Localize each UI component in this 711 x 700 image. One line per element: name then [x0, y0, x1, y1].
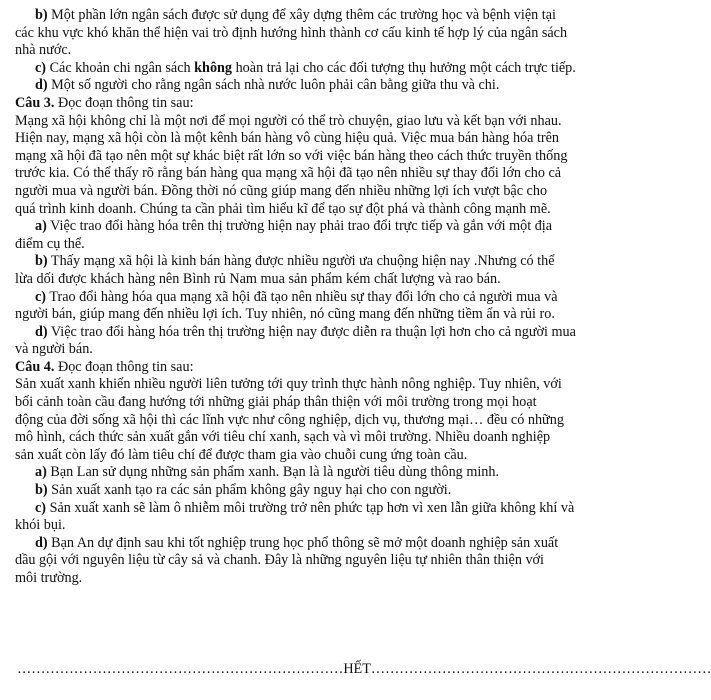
line-text: mạng xã hội đã tạo nên một sự khác biệt rất lớn so với việc bán hàng theo cách thức truyền thống: [15, 147, 568, 164]
text-line: [15, 394, 683, 412]
text-line: [15, 113, 683, 131]
option-text: Một phần lớn ngân sách được sử dụng để xây dựng thêm các trường học và bệnh viện tại: [47, 7, 556, 23]
option-label: a): [35, 218, 47, 235]
line-text: sản xuất còn lấy đó làm tiêu chí để được tham gia vào chuỗi cung ứng toàn cầu.: [15, 446, 468, 463]
line-text: động của đời sống xã hội thì các lĩnh vực như công nghiệp, dịch vụ, thương mại… đều có những: [15, 411, 564, 428]
line-text: quá trình kinh doanh. Chúng ta cần phải tìm hiểu kĩ để tạo sự đột phá và thành công mạnh mẽ.: [15, 200, 551, 217]
text-line: [15, 236, 683, 254]
footer-dots-left: ……………………………………………………………: [17, 661, 344, 677]
text-line: [15, 42, 683, 60]
text-line: [15, 306, 683, 324]
option-label: c): [35, 499, 47, 516]
question-instruction: Đọc đoạn thông tin sau:: [54, 94, 194, 111]
text-line: [15, 201, 683, 219]
line-text: điểm cụ thể.: [15, 235, 85, 252]
text-line: [15, 412, 683, 430]
footer-dots-right: ………………………………………………………………: [370, 661, 711, 677]
text-line: [15, 447, 683, 465]
line-text: người bán, giúp mang đến nhiều lợi ích. Tuy nhiên, nó cũng mang đến những tiềm ẩn và rủi ro.: [15, 306, 555, 323]
option-line: [15, 218, 683, 236]
option-text: Một số người cho rằng ngân sách nhà nước luôn phải cân bằng giữa thu và chi.: [47, 77, 500, 94]
line-text: Mạng xã hội không chỉ là một nơi để mọi người có thể trò chuyện, giao lưu và kết bạn với nhau.: [15, 112, 562, 129]
line-text: môi trường.: [15, 570, 83, 586]
option-line: [15, 60, 683, 78]
text-line: [15, 570, 683, 588]
question-number: Câu 3.: [15, 94, 55, 111]
option-line: [15, 464, 683, 482]
option-text: Trao đổi hàng hóa qua mạng xã hội đã tạo nên nhiều sự thay đổi lớn cho cả người mua và: [46, 288, 558, 305]
option-line: [15, 324, 683, 342]
line-text: nhà nước.: [15, 42, 72, 59]
option-text: Sản xuất xanh sẽ làm ô nhiễm môi trường trở nên phức tạp hơn vì xen lẫn giữa không khí và: [46, 499, 575, 516]
option-text: Thấy mạng xã hội là kinh bán hàng được nhiều người ưa chuộng hiện nay .Nhưng có thể: [47, 253, 555, 270]
end-marker: [17, 661, 711, 679]
option-label: b): [35, 7, 48, 23]
option-line: [15, 482, 683, 500]
option-line: [15, 77, 683, 95]
text-line: [15, 148, 683, 166]
document-lines: [15, 7, 683, 588]
option-line: [15, 253, 683, 271]
question-heading: [15, 95, 683, 113]
option-label: b): [35, 253, 48, 270]
line-text: các khu vực khó khăn thể hiện vai trò định hướng hình thành cơ cấu kinh tế hợp lý của ngân sách: [15, 24, 568, 41]
option-text: Việc trao đổi hàng hóa trên thị trường hiện nay phải trao đổi trực tiếp và gắn với một địa: [46, 218, 553, 235]
question-number: Câu 4.: [15, 358, 55, 375]
option-label: d): [35, 323, 48, 340]
emphasis-word: không: [194, 59, 233, 76]
option-label: d): [35, 534, 48, 551]
option-label: c): [35, 288, 47, 305]
text-line: [15, 341, 683, 359]
option-line: [15, 289, 683, 307]
option-text: Bạn An dự định sau khi tốt nghiệp trung học phổ thông sẽ mở một doanh nghiệp sản xuất: [47, 534, 559, 551]
line-text: mô hình, cách thức sản xuất gắn với tiêu chí xanh, sạch và vì môi trường. Nhiều doanh nghiệp: [15, 429, 551, 446]
option-label: b): [35, 482, 48, 499]
option-text: hoàn trả lại cho các đối tượng thụ hưởng một cách trực tiếp.: [232, 59, 576, 76]
option-text: Bạn Lan sử dụng những sản phẩm xanh. Bạn là là người tiêu dùng thông minh.: [46, 464, 500, 481]
text-line: [15, 183, 683, 201]
line-text: khói bụi.: [15, 517, 66, 534]
text-line: [15, 25, 683, 43]
text-line: [15, 517, 683, 535]
option-label: a): [35, 464, 47, 481]
line-text: Hiện nay, mạng xã hội còn là một kênh bán hàng vô cùng hiệu quả. Việc mua bán hàng hóa trên: [15, 130, 560, 147]
option-line: [15, 500, 683, 518]
document-body: [15, 7, 683, 588]
text-line: [15, 165, 683, 183]
text-line: [15, 429, 683, 447]
text-line: [15, 552, 683, 570]
option-text: Việc trao đổi hàng hóa trên thị trường hiện nay được diễn ra thuận lợi hơn cho cả người mua: [47, 323, 576, 340]
line-text: bối cảnh toàn cầu đang hướng tới những giải pháp thân thiện với môi trường trong mọi hoạt: [15, 394, 537, 411]
question-heading: [15, 359, 683, 377]
text-line: [15, 130, 683, 148]
option-label: d): [35, 77, 48, 94]
line-text: dầu gội với nguyên liệu từ cây sả và chanh. Đây là những nguyên liệu tự nhiên thân thiện với: [15, 552, 544, 569]
option-line: [15, 7, 683, 25]
option-line: [15, 535, 683, 553]
line-text: người mua và người bán. Đồng thời nó cũng giúp mang đến nhiều những lợi ích vượt bậc cho: [15, 182, 548, 199]
option-label: c): [35, 59, 47, 76]
footer-end-label: HẾT: [343, 661, 371, 677]
text-line: [15, 376, 683, 394]
text-line: [15, 271, 683, 289]
line-text: lừa dối được khách hàng nên Bình rủ Nam mua sản phẩm kém chất lượng và rao bán.: [15, 270, 501, 287]
option-text: Các khoản chi ngân sách: [46, 59, 195, 76]
line-text: trước kia. Có thể thấy rõ rằng bán hàng qua mạng xã hội đã tạo nên nhiều sự thay đổi lớn cho cả: [15, 165, 562, 182]
question-instruction: Đọc đoạn thông tin sau:: [54, 358, 194, 375]
option-text: Sản xuất xanh tạo ra các sản phẩm không gây nguy hại cho con người.: [47, 482, 452, 499]
line-text: và người bán.: [15, 341, 93, 358]
line-text: Sản xuất xanh khiến nhiều người liên tưởng tới quy trình thực hành nông nghiệp. Tuy nhiên, với: [15, 376, 562, 393]
